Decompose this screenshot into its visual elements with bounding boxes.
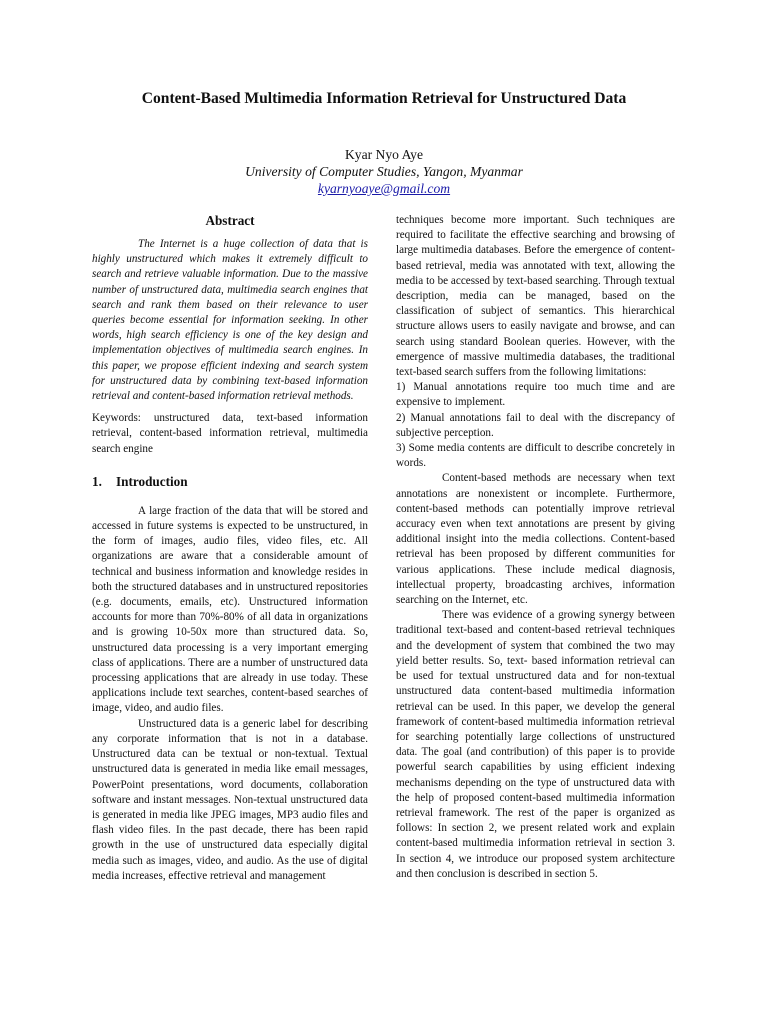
- abstract-body: The Internet is a huge collection of data that is highly unstructured which makes it extremely difficult to search and retrieve valuable information. Due to the massive number of unstructured data, multimedia search engines that search and rank them based on their relevance to user queries become essential for information seeking. In other words, high search efficiency is one of the key design and implementation objectives of multimedia search engines. In this paper, we propose efficient indexing and search system for unstructured data by combining text-based information retrieval and content-based information retrieval methods.: [92, 238, 368, 403]
- section-number: 1.: [92, 473, 102, 489]
- intro-paragraph-3: techniques become more important. Such techniques are required to facilitate the effective searching and browsing of large multimedia databases. Before the emergence of content-based retrieval, media was annotated with text, allowing the media to be accessed by text-based searching. Through textual description, media can be managed, based on the classification of subject of semantics. This hierarchical structure allows users to easily navigate and browse, and can search using standard Boolean queries. However, with the emergence of massive multimedia databases, the traditional text-based search suffers from the following limitations:: [396, 214, 675, 379]
- limitation-item: 3) Some media contents are difficult to describe concretely in words.: [396, 442, 675, 470]
- author-email: [0, 180, 768, 197]
- right-column: [396, 213, 675, 882]
- section-heading-introduction: [92, 473, 368, 490]
- author-affiliation: University of Computer Studies, Yangon, Myanmar: [245, 164, 523, 179]
- intro-paragraph-4: Content-based methods are necessary when text annotations are nonexistent or incomplete. Furthermore, content-based methods can potentially improve retrieval accuracy even when text annotations are present by giving additional insight into the media collections. Content-based retrieval has been proposed by different communities for various applications. These include medical diagnosis, intellectual property, broadcasting archives, information searching on the Internet, etc.: [396, 472, 675, 607]
- limitation-item: 1) Manual annotations require too much time and are expensive to implement.: [396, 381, 675, 409]
- left-column: [92, 212, 368, 884]
- section-title: Introduction: [116, 473, 188, 489]
- limitation-item: 2) Manual annotations fail to deal with the discrepancy of subjective perception.: [396, 411, 675, 439]
- keywords: Keywords: unstructured data, text-based information retrieval, content-based information retrieval, multimedia search engine: [92, 412, 368, 455]
- intro-paragraph-2: Unstructured data is a generic label for describing any corporate information that is not in a database. Unstructured data can be textual or non-textual. Textual unstructured data is generated in media like email messages, PowerPoint presentations, word documents, collaboration software and instant messages. Non-textual unstructured data is generated in media like JPEG images, MP3 audio files and flash video files. In the past decade, there has been rapid growth in the use of unstructured data especially digital media such as images, video, and audio. As the use of digital media increases, effective retrieval and management: [92, 717, 368, 882]
- intro-paragraph-5: There was evidence of a growing synergy between traditional text-based and content-based retrieval techniques and the development of system that combined the two may yield better results. So, text- based information retrieval can be used for textual unstructured data and for non-textual unstructured data content-based multimedia information retrieval can be used. In this paper, we develop the general framework of content-based multimedia information retrieval for searching potentially large collections of unstructured data. The goal (and contribution) of this paper is to provide powerful search capabilities by using efficient indexing mechanisms depending on the type of unstructured data with the help of proposed content-based multimedia information retrieval framework. The rest of the paper is organized as follows: In section 2, we present related work and explain content-based multimedia information retrieval in section 3. In section 4, we introduce our proposed system architecture and then conclusion is described in section 5.: [396, 609, 675, 880]
- paper-title: Content-Based Multimedia Information Retrieval for Unstructured Data: [141, 90, 627, 107]
- author-email-link[interactable]: kyarnyoaye@gmail.com: [317, 181, 451, 196]
- abstract-heading: Abstract: [205, 213, 255, 228]
- intro-paragraph-1: A large fraction of the data that will be stored and accessed in future systems is expected to be unstructured, in the form of images, audio files, video files, etc. All organizations are aware that a considerable amount of technical and business information and knowledge resides in both the structured databases and in unstructured repositories (e.g. documents, emails, etc). Unstructured information accounts for more than 70%-80% of all data in organizations and is growing 10-50x more than structured data. So, unstructured data processing is a very important emerging class of applications. There are a number of unstructured data processing applications that are already in use today. These applications include text searches, content-based searches of image, video, and audio files.: [92, 504, 368, 715]
- author-name: Kyar Nyo Aye: [344, 147, 424, 162]
